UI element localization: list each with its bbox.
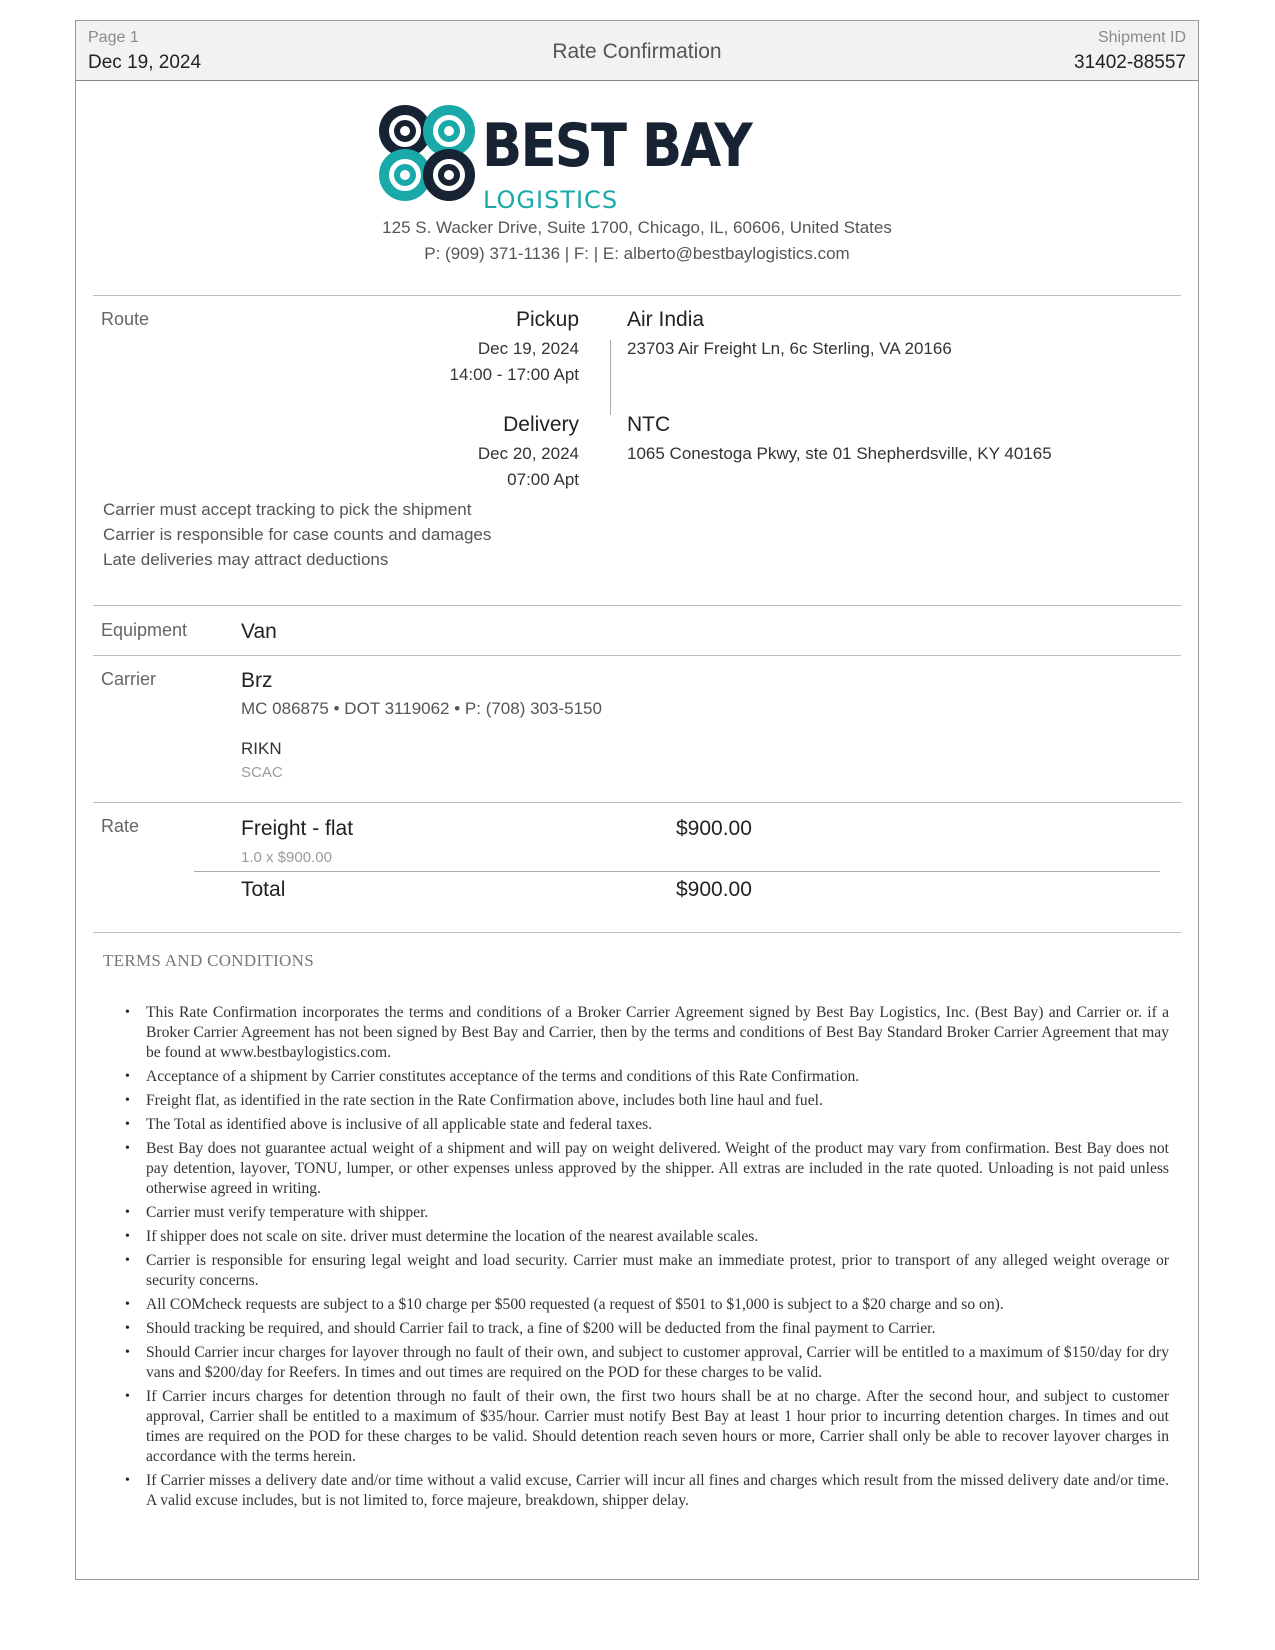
pickup-address: 23703 Air Freight Ln, 6c Sterling, VA 20166 — [627, 339, 952, 358]
bullet-icon: • — [125, 1389, 130, 1404]
scac-label: SCAC — [241, 764, 283, 781]
terms-text: If Carrier misses a delivery date and/or time without a valid excuse, Carrier will incur all fines and charges which result from the missed delivery date and/or time. A valid excuse includes, but is not limited to, force majeure, breakdown, shipper delay. — [146, 1472, 1169, 1509]
carrier-name: Brz — [241, 669, 273, 692]
company-address: 125 S. Wacker Drive, Suite 1700, Chicago, IL, 60606, United States — [382, 218, 892, 237]
pickup-date: Dec 19, 2024 — [477, 339, 579, 358]
route-label: Route — [101, 309, 150, 329]
pickup-title: Pickup — [515, 308, 579, 331]
terms-text: This Rate Confirmation incorporates the terms and conditions of a Broker Carrier Agreement signed by Best Bay Logistics, Inc. (Best Bay) and Carrier or. if a Broker Carrier Agreement has not been signed by Best Bay and Carrier, then by the terms and conditions of Best Bay Standard Broker Carrier Agreement that may be found at www.bestbaylogistics.com. — [146, 1004, 1169, 1061]
delivery-date: Dec 20, 2024 — [477, 444, 579, 463]
divider — [93, 932, 1181, 933]
bullet-icon: • — [125, 1253, 130, 1268]
terms-item — [115, 1139, 1169, 1199]
terms-text: Should tracking be required, and should Carrier fail to track, a fine of $200 will be deducted from the final payment to Carrier. — [146, 1320, 936, 1337]
terms-text: Acceptance of a shipment by Carrier constitutes acceptance of the terms and conditions of this Rate Confirmation. — [146, 1068, 860, 1085]
terms-text: Should Carrier incur charges for layover through no fault of their own, and subject to customer approval, Carrier will be entitled to a maximum of $150/day for dry vans and $200/day for Reefers. In times and out times are required on the POD for these charges to be valid. — [146, 1344, 1169, 1381]
page-number: Page 1 — [88, 29, 139, 46]
logo-subtitle: LOGISTICS — [483, 186, 619, 214]
carrier-label: Carrier — [101, 669, 157, 689]
terms-text: The Total as identified above is inclusive of all applicable state and federal taxes. — [146, 1116, 653, 1133]
terms-text: Carrier must verify temperature with shipper. — [146, 1204, 429, 1221]
rate-total-label: Total — [241, 878, 286, 901]
delivery-title: Delivery — [503, 413, 579, 436]
terms-item — [115, 1319, 1169, 1339]
bullet-icon: • — [125, 1205, 130, 1220]
terms-item — [115, 1343, 1169, 1383]
bullet-icon: • — [125, 1141, 130, 1156]
rate-total-amount: $900.00 — [676, 878, 752, 901]
bullet-icon: • — [125, 1297, 130, 1312]
bullet-icon: • — [125, 1229, 130, 1244]
header-bar — [76, 21, 1198, 81]
rate-label: Rate — [101, 816, 140, 836]
document-title: Rate Confirmation — [552, 40, 722, 63]
terms-heading: TERMS AND CONDITIONS — [103, 951, 314, 970]
terms-item — [115, 1295, 1169, 1315]
equipment-label: Equipment — [101, 620, 188, 640]
bullet-icon: • — [125, 1321, 130, 1336]
terms-text: Carrier is responsible for ensuring legal weight and load security. Carrier must make an immediate protest, prior to transport of any alleged weight overage or security concerns. — [146, 1252, 1169, 1289]
terms-item — [115, 1067, 1169, 1087]
terms-text: If Carrier incurs charges for detention through no fault of their own, the first two hours shall be at no charge. After the second hour, and subject to customer approval, Carrier shall be entitled to a maximum of $35/hour. Carrier must notify Best Bay at least 1 hour prior to incurring detention charges. In times and out times are required on the POD for these charges to be valid. Should detention reach seven hours or more, Carrier shall only be able to recover layover charges in accordance with the terms herein. — [146, 1388, 1169, 1465]
clover-logo-icon — [372, 98, 482, 208]
rate-subtotal-divider — [194, 871, 1160, 872]
bullet-icon: • — [125, 1345, 130, 1360]
bullet-icon: • — [125, 1005, 130, 1020]
delivery-time: 07:00 Apt — [507, 470, 579, 489]
bullet-icon: • — [125, 1093, 130, 1108]
logo-wordmark: BEST BAY — [482, 111, 751, 181]
rate-line-detail: 1.0 x $900.00 — [241, 849, 332, 866]
divider — [93, 802, 1181, 803]
shipment-id: 31402-88557 — [1074, 52, 1186, 73]
shipment-id-label: Shipment ID — [1097, 29, 1186, 46]
divider — [93, 655, 1181, 656]
terms-item — [115, 1003, 1169, 1063]
terms-item — [115, 1227, 1169, 1247]
rate-line-amount: $900.00 — [676, 817, 752, 840]
terms-item — [115, 1091, 1169, 1111]
terms-text: If shipper does not scale on site. driver must determine the location of the nearest available scales. — [146, 1228, 759, 1245]
header-date: Dec 19, 2024 — [88, 52, 202, 73]
carrier-details: MC 086875 • DOT 3119062 • P: (708) 303-5150 — [241, 699, 602, 718]
divider — [93, 295, 1181, 296]
terms-list — [115, 1003, 1169, 1515]
route-connector-line — [610, 340, 611, 415]
delivery-location-name: NTC — [627, 413, 671, 436]
bullet-icon: • — [125, 1069, 130, 1084]
scac-value: RIKN — [241, 739, 282, 758]
rate-line-item: Freight - flat — [241, 817, 354, 840]
company-contact: P: (909) 371-1136 | F: | E: alberto@bestbaylogistics.com — [424, 244, 850, 263]
route-note: Carrier must accept tracking to pick the shipment — [103, 500, 472, 519]
divider — [93, 605, 1181, 606]
bullet-icon: • — [125, 1473, 130, 1488]
terms-item — [115, 1203, 1169, 1223]
route-note: Late deliveries may attract deductions — [103, 550, 389, 569]
terms-item — [115, 1387, 1169, 1467]
terms-item — [115, 1471, 1169, 1511]
terms-text: Best Bay does not guarantee actual weight of a shipment and will pay on weight delivered. Weight of the product may vary from confirmation. Best Bay does not pay detention, layover, TONU, lumper, or other expenses unless approved by the shipper. All extras are included in the rate quoted. Unloading is not paid unless otherwise agreed in writing. — [146, 1140, 1169, 1197]
bullet-icon: • — [125, 1117, 130, 1132]
terms-text: All COMcheck requests are subject to a $10 charge per $500 requested (a request of $501 to $1,000 is subject to a $20 charge and so on). — [146, 1296, 1004, 1313]
pickup-time: 14:00 - 17:00 Apt — [449, 365, 579, 384]
terms-text: Freight flat, as identified in the rate section in the Rate Confirmation above, includes both line haul and fuel. — [146, 1092, 823, 1109]
company-logo — [372, 98, 752, 214]
equipment-value: Van — [241, 620, 277, 643]
pickup-location-name: Air India — [627, 308, 705, 331]
terms-item — [115, 1115, 1169, 1135]
route-note: Carrier is responsible for case counts and damages — [103, 525, 492, 544]
terms-item — [115, 1251, 1169, 1291]
delivery-address: 1065 Conestoga Pkwy, ste 01 Shepherdsville, KY 40165 — [627, 444, 1052, 463]
